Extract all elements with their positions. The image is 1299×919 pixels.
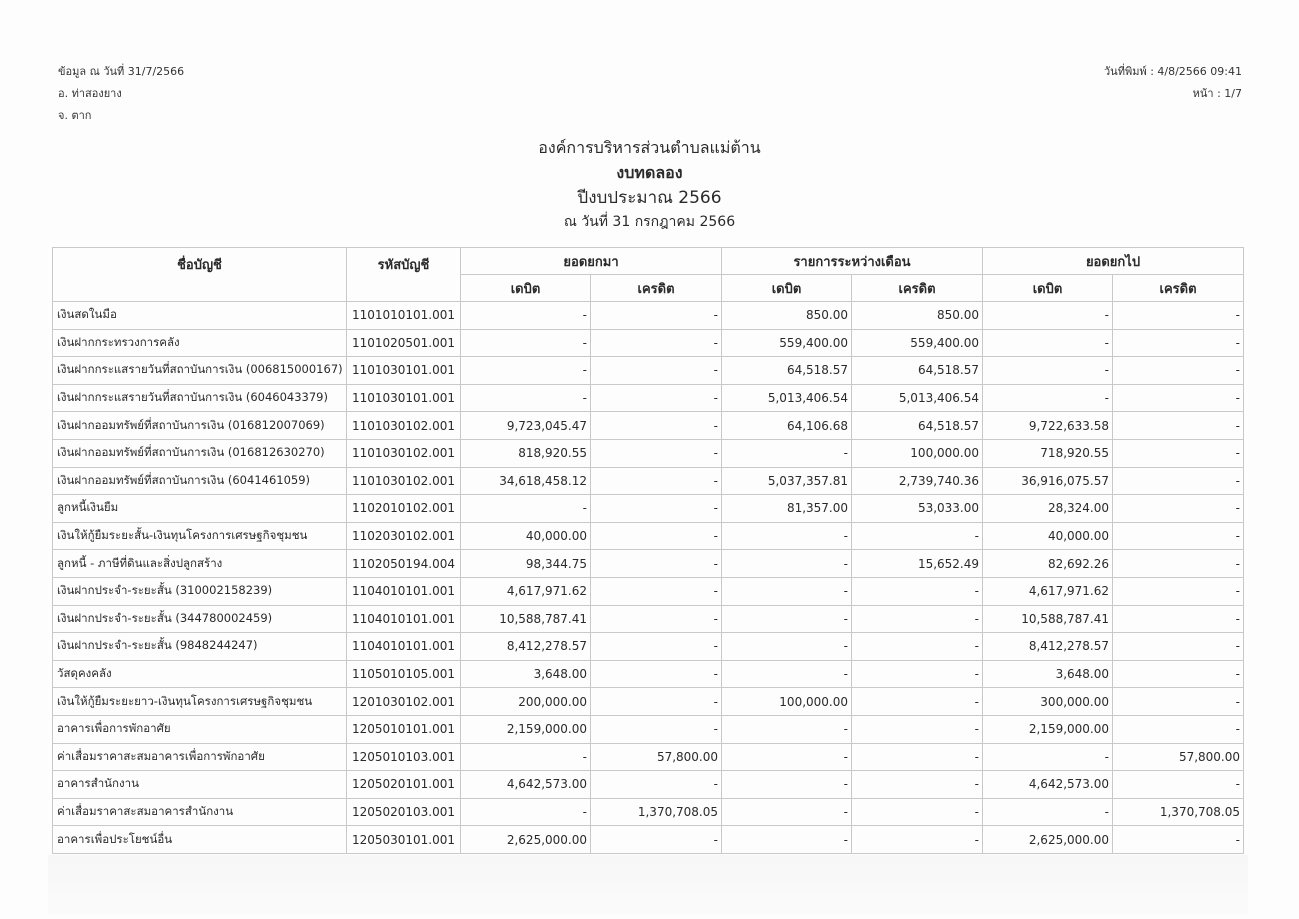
cf-credit-cell: - xyxy=(1113,771,1244,799)
table-row xyxy=(53,467,1244,495)
cf-credit-cell: - xyxy=(1113,467,1244,495)
account-name-cell: อาคารเพื่อการพักอาศัย xyxy=(53,715,347,743)
month-debit-cell: - xyxy=(722,577,852,605)
cf-debit-cell: 4,642,573.00 xyxy=(983,771,1113,799)
table-row xyxy=(53,412,1244,440)
bf-debit-cell: 8,412,278.57 xyxy=(461,633,591,661)
cf-credit-cell: - xyxy=(1113,329,1244,357)
bf-debit-cell: 2,159,000.00 xyxy=(461,715,591,743)
table-row xyxy=(53,439,1244,467)
month-debit-cell: 81,357.00 xyxy=(722,495,852,523)
cf-debit-cell: 36,916,075.57 xyxy=(983,467,1113,495)
cf-debit-cell: - xyxy=(983,302,1113,330)
account-code-cell: 1104010101.001 xyxy=(347,577,461,605)
cf-credit-cell: - xyxy=(1113,439,1244,467)
account-code-cell: 1205020103.001 xyxy=(347,798,461,826)
table-row xyxy=(53,743,1244,771)
header-cf-debit: เดบิต xyxy=(983,275,1113,302)
cf-debit-cell: - xyxy=(983,357,1113,385)
data-date: ข้อมูล ณ วันที่ 31/7/2566 xyxy=(58,65,185,78)
header-during-month: รายการระหว่างเดือน xyxy=(722,248,983,275)
month-credit-cell: - xyxy=(852,605,983,633)
cf-credit-cell: - xyxy=(1113,412,1244,440)
account-name-cell: เงินให้กู้ยืมระยะสั้น-เงินทุนโครงการเศรษฐกิจชุมชน xyxy=(53,522,347,550)
cf-debit-cell: - xyxy=(983,743,1113,771)
bf-credit-cell: - xyxy=(591,329,722,357)
table-row xyxy=(53,771,1244,799)
account-name-cell: ค่าเสื่อมราคาสะสมอาคารสำนักงาน xyxy=(53,798,347,826)
header-bf-credit: เครดิต xyxy=(591,275,722,302)
account-code-cell: 1205020101.001 xyxy=(347,771,461,799)
bf-credit-cell: - xyxy=(591,495,722,523)
account-name-cell: ลูกหนี้ - ภาษีที่ดินและสิ่งปลูกสร้าง xyxy=(53,550,347,578)
month-debit-cell: - xyxy=(722,715,852,743)
bf-debit-cell: 4,642,573.00 xyxy=(461,771,591,799)
as-of-date: ณ วันที่ 31 กรกฎาคม 2566 xyxy=(563,214,736,230)
cf-debit-cell: 300,000.00 xyxy=(983,688,1113,716)
fiscal-year: ปีงบประมาณ 2566 xyxy=(577,188,722,208)
scan-margin xyxy=(48,855,1248,915)
header-month-debit: เดบิต xyxy=(722,275,852,302)
month-debit-cell: - xyxy=(722,522,852,550)
cf-credit-cell: - xyxy=(1113,495,1244,523)
month-debit-cell: 5,013,406.54 xyxy=(722,384,852,412)
table-row xyxy=(53,660,1244,688)
cf-debit-cell: - xyxy=(983,384,1113,412)
month-debit-cell: - xyxy=(722,798,852,826)
cf-debit-cell: 8,412,278.57 xyxy=(983,633,1113,661)
account-code-cell: 1101030101.001 xyxy=(347,384,461,412)
month-credit-cell: 64,518.57 xyxy=(852,357,983,385)
month-debit-cell: - xyxy=(722,550,852,578)
table-row xyxy=(53,522,1244,550)
account-code-cell: 1101030102.001 xyxy=(347,439,461,467)
bf-debit-cell: 2,625,000.00 xyxy=(461,826,591,854)
month-debit-cell: 850.00 xyxy=(722,302,852,330)
cf-credit-cell: - xyxy=(1113,384,1244,412)
cf-credit-cell: 57,800.00 xyxy=(1113,743,1244,771)
bf-debit-cell: 40,000.00 xyxy=(461,522,591,550)
account-code-cell: 1101030101.001 xyxy=(347,357,461,385)
cf-debit-cell: 10,588,787.41 xyxy=(983,605,1113,633)
bf-credit-cell: - xyxy=(591,771,722,799)
month-credit-cell: - xyxy=(852,771,983,799)
month-credit-cell: - xyxy=(852,743,983,771)
month-credit-cell: - xyxy=(852,577,983,605)
bf-credit-cell: - xyxy=(591,715,722,743)
table-row xyxy=(53,577,1244,605)
month-credit-cell: 53,033.00 xyxy=(852,495,983,523)
table-row xyxy=(53,495,1244,523)
table-row xyxy=(53,688,1244,716)
account-code-cell: 1205010101.001 xyxy=(347,715,461,743)
account-code-cell: 1205030101.001 xyxy=(347,826,461,854)
bf-credit-cell: - xyxy=(591,357,722,385)
bf-debit-cell: 818,920.55 xyxy=(461,439,591,467)
account-name-cell: เงินฝากออมทรัพย์ที่สถาบันการเงิน (6041461059) xyxy=(53,467,347,495)
bf-debit-cell: 10,588,787.41 xyxy=(461,605,591,633)
bf-credit-cell: - xyxy=(591,522,722,550)
month-debit-cell: - xyxy=(722,633,852,661)
table-row xyxy=(53,357,1244,385)
month-debit-cell: - xyxy=(722,743,852,771)
report-meta-right xyxy=(1104,61,1242,105)
account-code-cell: 1102050194.004 xyxy=(347,550,461,578)
month-credit-cell: 100,000.00 xyxy=(852,439,983,467)
account-code-cell: 1101010101.001 xyxy=(347,302,461,330)
header-month-credit: เครดิต xyxy=(852,275,983,302)
bf-credit-cell: - xyxy=(591,439,722,467)
account-code-cell: 1101030102.001 xyxy=(347,467,461,495)
header-account-name: ชื่อบัญชี xyxy=(53,248,347,302)
month-debit-cell: 559,400.00 xyxy=(722,329,852,357)
province: จ. ตาก xyxy=(58,109,92,122)
cf-debit-cell: 28,324.00 xyxy=(983,495,1113,523)
account-name-cell: เงินฝากกระแสรายวันที่สถาบันการเงิน (006815000167) xyxy=(53,357,347,385)
month-credit-cell: - xyxy=(852,826,983,854)
month-credit-cell: - xyxy=(852,715,983,743)
trial-balance-table xyxy=(52,247,1244,854)
cf-debit-cell: 718,920.55 xyxy=(983,439,1113,467)
bf-credit-cell: 1,370,708.05 xyxy=(591,798,722,826)
bf-debit-cell: 4,617,971.62 xyxy=(461,577,591,605)
bf-debit-cell: 200,000.00 xyxy=(461,688,591,716)
month-debit-cell: 64,106.68 xyxy=(722,412,852,440)
cf-credit-cell: - xyxy=(1113,302,1244,330)
account-code-cell: 1102030102.001 xyxy=(347,522,461,550)
cf-debit-cell: 82,692.26 xyxy=(983,550,1113,578)
cf-credit-cell: - xyxy=(1113,522,1244,550)
header-account-code: รหัสบัญชี xyxy=(347,248,461,302)
bf-credit-cell: - xyxy=(591,384,722,412)
header-carried-forward: ยอดยกไป xyxy=(983,248,1244,275)
account-name-cell: ค่าเสื่อมราคาสะสมอาคารเพื่อการพักอาศัย xyxy=(53,743,347,771)
month-debit-cell: 5,037,357.81 xyxy=(722,467,852,495)
bf-debit-cell: - xyxy=(461,329,591,357)
table-row xyxy=(53,550,1244,578)
bf-credit-cell: - xyxy=(591,302,722,330)
bf-credit-cell: - xyxy=(591,467,722,495)
cf-debit-cell: - xyxy=(983,798,1113,826)
bf-debit-cell: - xyxy=(461,798,591,826)
account-code-cell: 1104010101.001 xyxy=(347,633,461,661)
month-debit-cell: - xyxy=(722,771,852,799)
month-credit-cell: - xyxy=(852,522,983,550)
account-code-cell: 1201030102.001 xyxy=(347,688,461,716)
bf-credit-cell: - xyxy=(591,550,722,578)
account-code-cell: 1101020501.001 xyxy=(347,329,461,357)
print-date: วันที่พิมพ์ : 4/8/2566 09:41 xyxy=(1104,65,1242,78)
account-code-cell: 1101030102.001 xyxy=(347,412,461,440)
bf-credit-cell: 57,800.00 xyxy=(591,743,722,771)
account-code-cell: 1104010101.001 xyxy=(347,605,461,633)
cf-debit-cell: 2,625,000.00 xyxy=(983,826,1113,854)
cf-credit-cell: - xyxy=(1113,826,1244,854)
report-title-block xyxy=(0,136,1299,233)
bf-debit-cell: - xyxy=(461,357,591,385)
bf-credit-cell: - xyxy=(591,577,722,605)
trial-balance-rows xyxy=(53,302,1244,854)
table-row xyxy=(53,302,1244,330)
month-credit-cell: - xyxy=(852,633,983,661)
account-code-cell: 1102010102.001 xyxy=(347,495,461,523)
account-name-cell: เงินฝากประจำ-ระยะสั้น (9848244247) xyxy=(53,633,347,661)
bf-debit-cell: 9,723,045.47 xyxy=(461,412,591,440)
organization-name: องค์การบริหารส่วนตำบลแม่ต้าน xyxy=(538,138,761,157)
account-name-cell: เงินฝากกระทรวงการคลัง xyxy=(53,329,347,357)
cf-credit-cell: - xyxy=(1113,715,1244,743)
month-credit-cell: - xyxy=(852,798,983,826)
district: อ. ท่าสองยาง xyxy=(58,87,122,100)
cf-debit-cell: 9,722,633.58 xyxy=(983,412,1113,440)
bf-credit-cell: - xyxy=(591,605,722,633)
account-name-cell: อาคารสำนักงาน xyxy=(53,771,347,799)
cf-debit-cell: - xyxy=(983,329,1113,357)
month-credit-cell: 559,400.00 xyxy=(852,329,983,357)
account-name-cell: เงินฝากกระแสรายวันที่สถาบันการเงิน (6046043379) xyxy=(53,384,347,412)
table-row xyxy=(53,384,1244,412)
account-name-cell: วัสดุคงคลัง xyxy=(53,660,347,688)
account-code-cell: 1105010105.001 xyxy=(347,660,461,688)
cf-credit-cell: - xyxy=(1113,633,1244,661)
cf-credit-cell: - xyxy=(1113,660,1244,688)
month-credit-cell: - xyxy=(852,688,983,716)
cf-debit-cell: 2,159,000.00 xyxy=(983,715,1113,743)
bf-credit-cell: - xyxy=(591,688,722,716)
header-bf-debit: เดบิต xyxy=(461,275,591,302)
header-cf-credit: เครดิต xyxy=(1113,275,1244,302)
month-credit-cell: 64,518.57 xyxy=(852,412,983,440)
account-name-cell: เงินฝากออมทรัพย์ที่สถาบันการเงิน (016812630270) xyxy=(53,439,347,467)
month-debit-cell: - xyxy=(722,439,852,467)
bf-debit-cell: - xyxy=(461,495,591,523)
table-row xyxy=(53,798,1244,826)
cf-credit-cell: 1,370,708.05 xyxy=(1113,798,1244,826)
report-meta-left xyxy=(58,61,184,127)
account-name-cell: เงินให้กู้ยืมระยะยาว-เงินทุนโครงการเศรษฐกิจชุมชน xyxy=(53,688,347,716)
account-code-cell: 1205010103.001 xyxy=(347,743,461,771)
account-name-cell: เงินสดในมือ xyxy=(53,302,347,330)
month-debit-cell: - xyxy=(722,605,852,633)
bf-debit-cell: 34,618,458.12 xyxy=(461,467,591,495)
month-credit-cell: - xyxy=(852,660,983,688)
account-name-cell: เงินฝากประจำ-ระยะสั้น (310002158239) xyxy=(53,577,347,605)
account-name-cell: เงินฝากประจำ-ระยะสั้น (344780002459) xyxy=(53,605,347,633)
bf-debit-cell: 3,648.00 xyxy=(461,660,591,688)
account-name-cell: เงินฝากออมทรัพย์ที่สถาบันการเงิน (016812007069) xyxy=(53,412,347,440)
cf-credit-cell: - xyxy=(1113,688,1244,716)
month-debit-cell: - xyxy=(722,826,852,854)
cf-credit-cell: - xyxy=(1113,550,1244,578)
bf-credit-cell: - xyxy=(591,660,722,688)
cf-credit-cell: - xyxy=(1113,605,1244,633)
account-name-cell: อาคารเพื่อประโยชน์อื่น xyxy=(53,826,347,854)
month-debit-cell: - xyxy=(722,660,852,688)
page-number: หน้า : 1/7 xyxy=(1192,87,1242,100)
cf-credit-cell: - xyxy=(1113,577,1244,605)
bf-credit-cell: - xyxy=(591,826,722,854)
cf-debit-cell: 4,617,971.62 xyxy=(983,577,1113,605)
bf-debit-cell: 98,344.75 xyxy=(461,550,591,578)
bf-debit-cell: - xyxy=(461,384,591,412)
cf-debit-cell: 3,648.00 xyxy=(983,660,1113,688)
month-credit-cell: 15,652.49 xyxy=(852,550,983,578)
account-name-cell: ลูกหนี้เงินยืม xyxy=(53,495,347,523)
header-brought-forward: ยอดยกมา xyxy=(461,248,722,275)
bf-debit-cell: - xyxy=(461,302,591,330)
cf-credit-cell: - xyxy=(1113,357,1244,385)
cf-debit-cell: 40,000.00 xyxy=(983,522,1113,550)
bf-debit-cell: - xyxy=(461,743,591,771)
table-row xyxy=(53,633,1244,661)
table-row xyxy=(53,605,1244,633)
month-credit-cell: 850.00 xyxy=(852,302,983,330)
table-row xyxy=(53,329,1244,357)
table-row xyxy=(53,826,1244,854)
table-row xyxy=(53,715,1244,743)
month-debit-cell: 64,518.57 xyxy=(722,357,852,385)
month-credit-cell: 2,739,740.36 xyxy=(852,467,983,495)
report-title: งบทดลอง xyxy=(616,163,683,182)
bf-credit-cell: - xyxy=(591,412,722,440)
bf-credit-cell: - xyxy=(591,633,722,661)
month-debit-cell: 100,000.00 xyxy=(722,688,852,716)
month-credit-cell: 5,013,406.54 xyxy=(852,384,983,412)
